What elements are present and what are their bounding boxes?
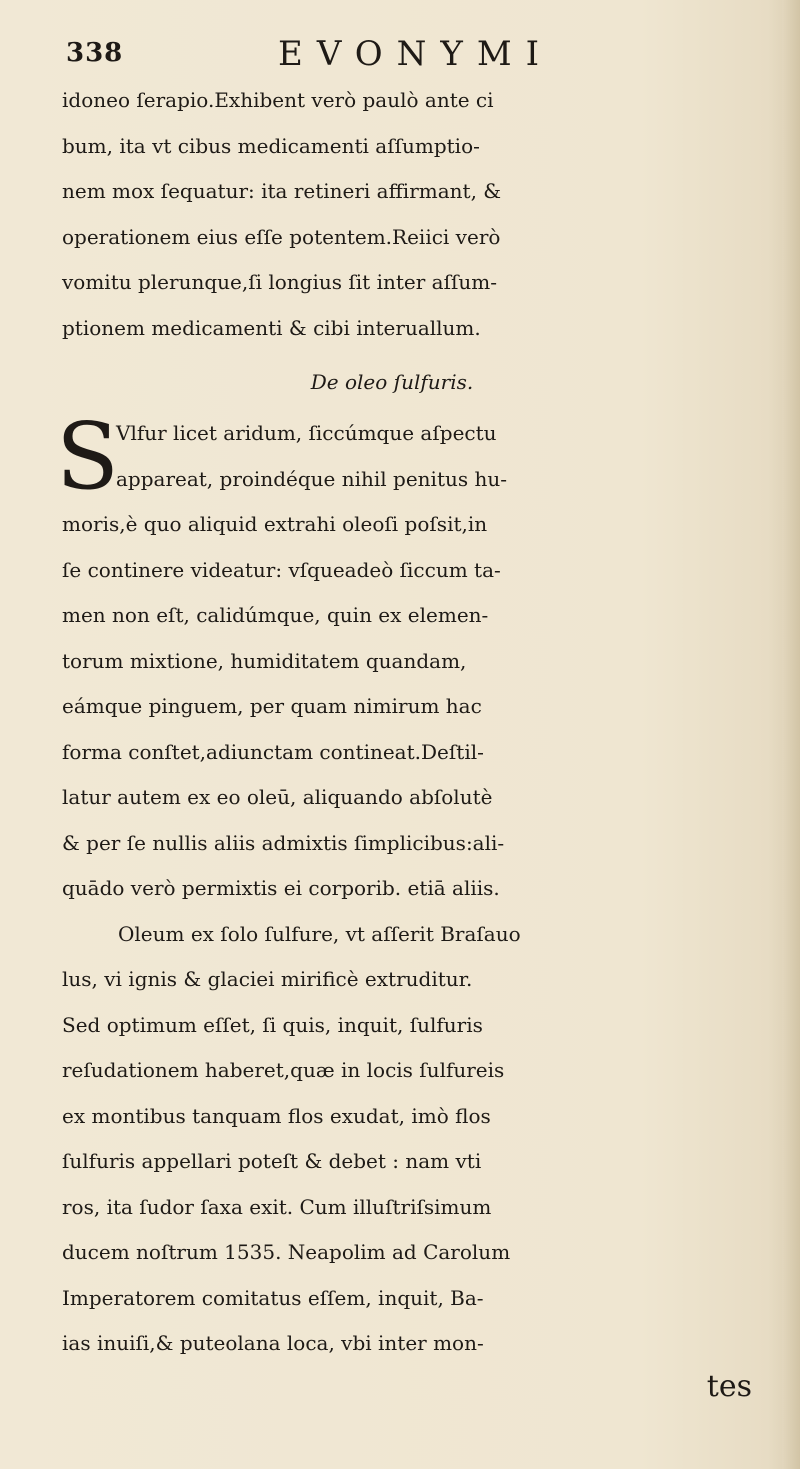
- text-line: ptionem medicamenti & cibi interuallum.: [62, 315, 481, 340]
- text-line: Imperatorem comitatus eſſem, inquit, Ba-: [62, 1285, 484, 1310]
- text-line: vomitu plerunque,ſi longius ſit inter aſſum-: [62, 270, 497, 294]
- text-line: Oleum ex ſolo ſulfure, vt aſſerit Braſauo: [118, 921, 521, 946]
- text-line: ros, ita ſudor ſaxa exit. Cum illuſtriſsimum: [62, 1194, 492, 1219]
- text-line: ex montibus tanquam flos exudat, imò flos: [62, 1103, 491, 1128]
- text-line: eámque pinguem, per quam nimirum hac: [62, 694, 482, 718]
- text-line: ducem noſtrum 1535. Neapolim ad Carolum: [62, 1240, 511, 1264]
- text-line: operationem eius eſſe potentem.Reiici verò: [62, 224, 501, 249]
- text-line: Sed optimum eſſet, ſi quis, inquit, ſulfuris: [62, 1012, 483, 1037]
- text-line: ias inuiſi,& puteolana loca, vbi inter mon-: [62, 1331, 484, 1355]
- text-line: reſudationem haberet,quæ in locis ſulfureis: [62, 1058, 505, 1082]
- paragraph-2: [56, 403, 782, 912]
- page-number: 338: [66, 38, 124, 68]
- text-line: quādo verò permixtis ei corporib. etiā aliis.: [62, 876, 500, 900]
- text-line: ſulfuris appellari poteſt & debet : nam vti: [62, 1149, 482, 1173]
- text-line: nem mox ſequatur: ita retineri affirmant, &: [62, 179, 502, 203]
- running-head: [66, 30, 766, 76]
- text-line: & per ſe nullis aliis admixtis ſimplicibus:ali-: [62, 830, 505, 855]
- text-line: bum, ita vt cibus medicamenti aſſumptio-: [62, 133, 480, 158]
- text-line: ſe continere videatur: vſqueadeò ſiccum ta-: [62, 557, 501, 582]
- text-line: torum mixtione, humiditatem quandam,: [62, 648, 467, 673]
- text-block: [56, 78, 782, 1407]
- running-title: EVONYMI: [278, 34, 554, 74]
- first-line-text: Vlfur licet aridum, ſiccúmque aſpectu: [116, 421, 497, 445]
- text-line: forma conſtet,adiunctam contineat.Deſtil-: [62, 739, 484, 764]
- text-line: appareat, proindéque nihil penitus hu-: [116, 466, 508, 491]
- paragraph-3: [62, 912, 782, 1367]
- text-line: moris,è quo aliquid extrahi oleoſi poſsit,in: [62, 512, 488, 536]
- text-line: idoneo ſerapio.Exhibent verò paulò ante ci: [62, 88, 494, 112]
- section-heading: De oleo ſulfuris.: [310, 370, 474, 394]
- page-edge: [782, 0, 800, 1469]
- text-line: lus, vi ignis & glaciei mirificè extruditur.: [62, 967, 473, 991]
- text-line: men non eſt, calidúmque, quin ex elemen-: [62, 603, 489, 627]
- catchword: tes: [706, 1368, 752, 1404]
- paragraph-1: [62, 78, 782, 351]
- text-line: latur autem ex eo oleū, aliquando abſolutè: [62, 785, 493, 809]
- drop-cap: S: [56, 403, 120, 510]
